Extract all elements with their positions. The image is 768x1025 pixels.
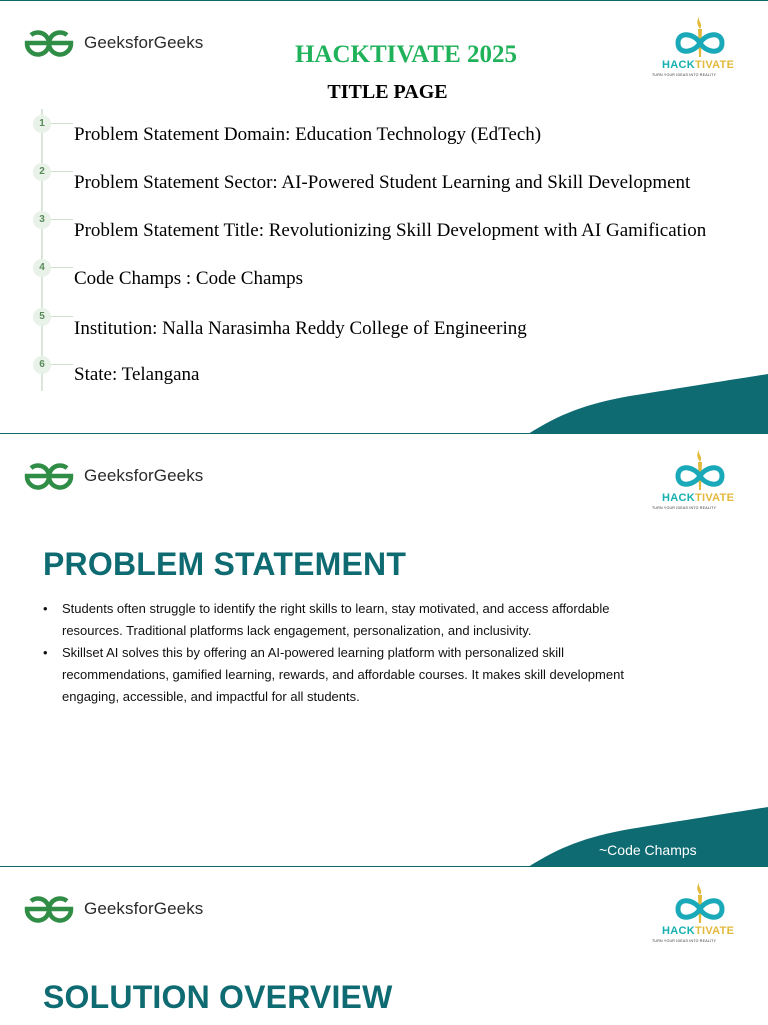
signature-text: ~Code Champs [599, 842, 697, 858]
timeline-number: 3 [33, 211, 51, 229]
timeline-text: Problem Statement Domain: Education Technology (EdTech) [74, 124, 542, 145]
timeline-text: Institution: Nalla Narasimha Reddy College of Engineering [74, 318, 527, 339]
timeline-item [0, 161, 768, 191]
corner-wave-decoration [0, 374, 768, 434]
section-heading: PROBLEM STATEMENT [43, 546, 407, 582]
bullet-item: • Students often struggle to identify the right skills to learn, stay motivated, and access affordable resources. Traditional platforms lack engagement, personalization, and inclusivity. [40, 598, 640, 642]
bullet-item: • Skillset AI solves this by offering an AI-powered learning platform with personalized skill recommendations, gamified learning, rewards, and affordable courses. It makes skill development engaging, accessible, and impactful for all students. [40, 642, 640, 708]
timeline-line [41, 109, 43, 391]
timeline-tick [51, 364, 73, 365]
hacktivate-logo [650, 446, 746, 512]
timeline-tick [51, 316, 73, 317]
hacktivate-wordmark: HACKTIVATE [662, 492, 735, 504]
timeline-number: 2 [33, 163, 51, 181]
slide-problem-statement [0, 433, 768, 867]
hacktivate-logo [650, 879, 746, 945]
timeline-tick [51, 267, 73, 268]
hacktivate-tagline: TURN YOUR IDEAS INTO REALITY [652, 73, 717, 77]
bullet-dot-icon: • [43, 645, 48, 660]
timeline-tick [51, 123, 73, 124]
bullet-list [40, 598, 640, 708]
hacktivate-wordmark: HACKTIVATE [662, 59, 735, 71]
timeline-item [0, 306, 768, 339]
gfg-logo [22, 894, 203, 924]
timeline-number: 6 [33, 356, 51, 374]
hacktivate-wordmark: HACKTIVATE [662, 925, 735, 937]
timeline-text: Code Champs : Code Champs [74, 268, 304, 289]
gfg-logo-icon [22, 461, 76, 491]
timeline-text: Problem Statement Sector: AI-Powered Student Learning and Skill Development [74, 172, 691, 193]
infinity-torch-icon [650, 879, 746, 925]
timeline-number: 4 [33, 259, 51, 277]
timeline-item [0, 209, 768, 239]
timeline-number: 5 [33, 308, 51, 326]
infinity-torch-icon [650, 446, 746, 492]
section-heading: SOLUTION OVERVIEW [43, 979, 393, 1015]
hacktivate-tagline: TURN YOUR IDEAS INTO REALITY [652, 939, 717, 943]
gfg-wordmark: GeeksforGeeks [84, 33, 204, 52]
corner-wave-decoration [0, 807, 768, 867]
gfg-wordmark: GeeksforGeeks [84, 466, 204, 485]
bullet-dot-icon: • [43, 601, 48, 616]
timeline-number: 1 [33, 115, 51, 133]
slide-solution-overview [0, 866, 768, 1025]
gfg-logo [22, 461, 203, 491]
timeline-text: State: Telangana [74, 364, 200, 385]
event-title: HACKTIVATE 2025 [294, 41, 518, 68]
timeline-item [0, 257, 768, 287]
page-title: TITLE PAGE [327, 81, 448, 103]
timeline-text: Problem Statement Title: Revolutionizing Skill Development with AI Gamification [74, 220, 707, 241]
timeline-tick [51, 219, 73, 220]
slide-title-page [0, 0, 768, 434]
timeline-tick [51, 171, 73, 172]
hacktivate-tagline: TURN YOUR IDEAS INTO REALITY [652, 506, 717, 510]
timeline-item [0, 113, 768, 143]
gfg-logo-icon [22, 894, 76, 924]
gfg-wordmark: GeeksforGeeks [84, 899, 204, 918]
